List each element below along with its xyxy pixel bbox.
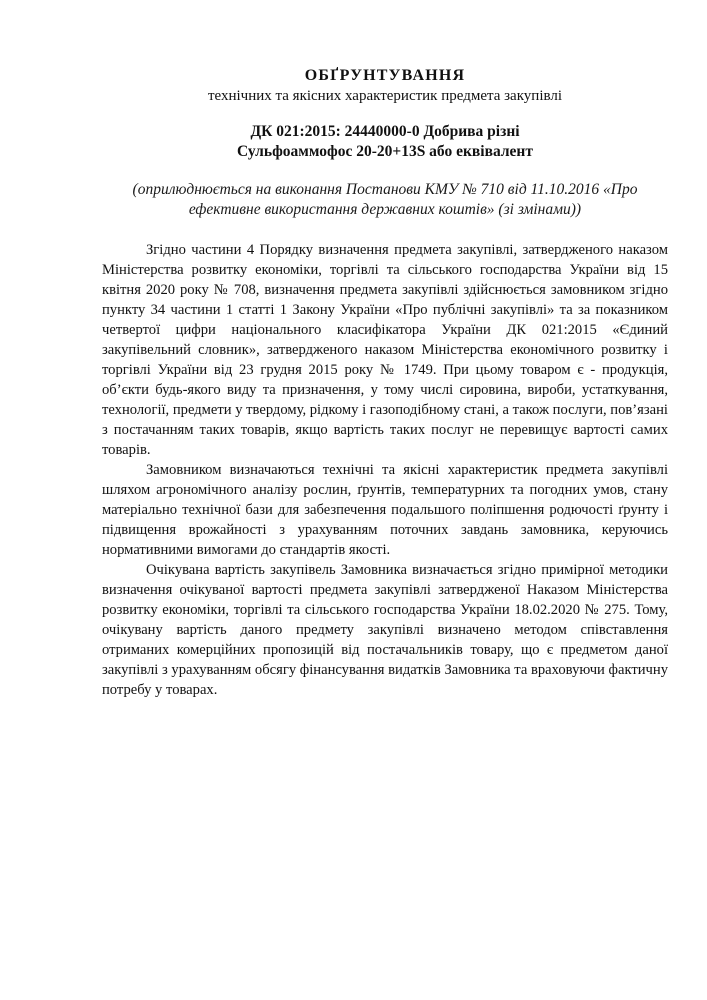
procurement-code-block [102, 122, 668, 162]
document-page [102, 66, 668, 700]
document-subtitle: технічних та якісних характеристик предмета закупівлі [207, 88, 563, 104]
document-body [102, 240, 668, 700]
document-title: ОБҐРУНТУВАННЯ [304, 67, 466, 84]
body-paragraph: Замовником визначаються технічні та якісні характеристик предмета закупівлі шляхом агрономічного аналізу рослин, ґрунтів, температурних та погодних умов, стану матеріально технічної бази для забезпечення подальшого поліпшення родючості ґрунту і підвищення врожайності з урахуванням поточних завдань замовника, керуючись нормативними вимогами до стандартів якості. [102, 462, 668, 558]
product-name-line: Сульфоаммофос 20-20+13S або еквівалент [237, 143, 533, 160]
classifier-code-line: ДК 021:2015: 24440000-0 Добрива різні [250, 123, 520, 140]
body-paragraph: Очікувана вартість закупівель Замовника визначається згідно примірної методики визначення очікуваної вартості предмета закупівлі затвердженої Наказом Міністерства розвитку економіки, торгівлі та сільського господарства України 18.02.2020 № 275. Тому, очікувану вартість даного предмету закупівлі визначено методом співставлення отриманих комерційних пропозицій від постачальників товару, що є предметом даної закупівлі з урахуванням обсягу фінансування видатків Замовника та враховуючи фактичну потребу у товарах. [102, 562, 668, 698]
publication-note: (оприлюднюється на виконання Постанови КМУ № 710 від 11.10.2016 «Про ефективне використання державних коштів» (зі змінами)) [132, 181, 638, 218]
body-paragraph: Згідно частини 4 Порядку визначення предмета закупівлі, затвердженого наказом Міністерства розвитку економіки, торгівлі та сільського господарства України від 15 квітня 2020 року № 708, визначення предмета закупівлі здійснюється замовником згідно пункту 34 частини 1 статті 1 Закону України «Про публічні закупівлі» та за показником четвертої цифри національного класифікатора України ДК 021:2015 «Єдиний закупівельний словник», затвердженого наказом Міністерства економічного розвитку і торгівлі України від 23 грудня 2015 року № 1749. При цьому товаром є - продукція, об’єкти будь-якого виду та призначення, у тому числі сировина, вироби, устаткування, технології, предмети у твердому, рідкому і газоподібному стані, а також послуги, пов’язані з постачанням таких товарів, якщо вартість таких послуг не перевищує вартості самих товарів. [102, 242, 668, 458]
